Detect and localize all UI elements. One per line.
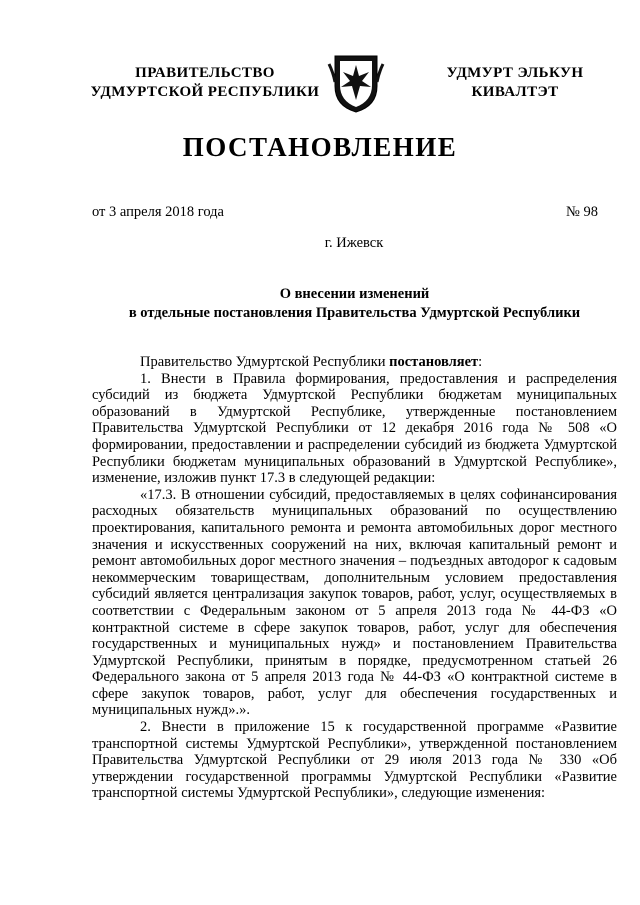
document-title: ПОСТАНОВЛЕНИЕ (182, 132, 458, 162)
document-subject (92, 285, 617, 323)
government-name-line2: УДМУРТСКОЙ РЕСПУБЛИКИ (90, 84, 320, 100)
subject-line1: О внесении изменений (279, 286, 430, 302)
document-body (92, 354, 617, 802)
intro-suffix: : (478, 354, 483, 370)
intro-paragraph (92, 354, 617, 371)
document-number: № 98 (566, 204, 598, 220)
quoted-clause-17-3: «17.3. В отношении субсидий, предоставляемых в целях софинансирования расходных обязательств муниципальных образований по осуществлению проектирования, капитального ремонта и ремонта автомобильных дорог местного значения и искусственных сооружений на них, включая капитальный ремонт и ремонт автомобильных дорог местного значения – подъездных автодорог к садовым некоммерческим товариществам, дополнительным условием предоставления субсидий является централизация закупок товаров, работ, услуг, осуществляемых в соответствии с Федеральным законом от 5 апреля 2013 года № 44-ФЗ «О контрактной системе в сфере закупок товаров, работ, услуг для обеспечения государственных и муниципальных нужд» и постановлением Правительства Удмуртской Республики, принятым в порядке, предусмотренном статьей 26 Федерального закона от 5 апреля 2013 года № 44-ФЗ «О контрактной системе в сфере закупок товаров, работ, услуг для обеспечения государственных и муниципальных нужд».». (92, 486, 617, 719)
government-name-udmurt (415, 64, 615, 102)
intro-verb: постановляет (389, 354, 479, 370)
document-date: от 3 апреля 2018 года (92, 204, 224, 220)
udmurt-coat-of-arms-icon (327, 52, 385, 114)
intro-prefix: Правительство Удмуртской Республики (140, 354, 390, 370)
government-name-line1: ПРАВИТЕЛЬСТВО (135, 65, 275, 81)
item-2-paragraph: 2. Внести в приложение 15 к государственной программе «Развитие транспортной системы Удмуртской Республики», утвержденной постановлением Правительства Удмуртской Республики от 29 июля 2013 года № 330 «Об утверждении государственной программы Удмуртской Республики «Развитие транспортной системы Удмуртской Республики», следующие изменения: (92, 719, 617, 802)
government-name-udmurt-line1: УДМУРТ ЭЛЬКУН (446, 65, 584, 81)
subject-line2: в отдельные постановления Правительства Удмуртской Республики (128, 305, 581, 321)
document-city: г. Ижевск (324, 235, 384, 251)
item-1-paragraph: 1. Внести в Правила формирования, предоставления и распределения субсидий из бюджета Удмуртской Республики бюджетам муниципальных образований в Удмуртской Республике, утвержденные постановлением Правительства Удмуртской Республики от 12 декабря 2016 года № 508 «О формировании, предоставлении и распределении субсидий из бюджета Удмуртской Республики бюджетам муниципальных образований в Удмуртской Республике», изменение, изложив пункт 17.3 в следующей редакции: (92, 370, 617, 487)
government-name-udmurt-line2: КИВАЛТЭТ (471, 84, 559, 100)
government-name-russian (80, 64, 330, 102)
